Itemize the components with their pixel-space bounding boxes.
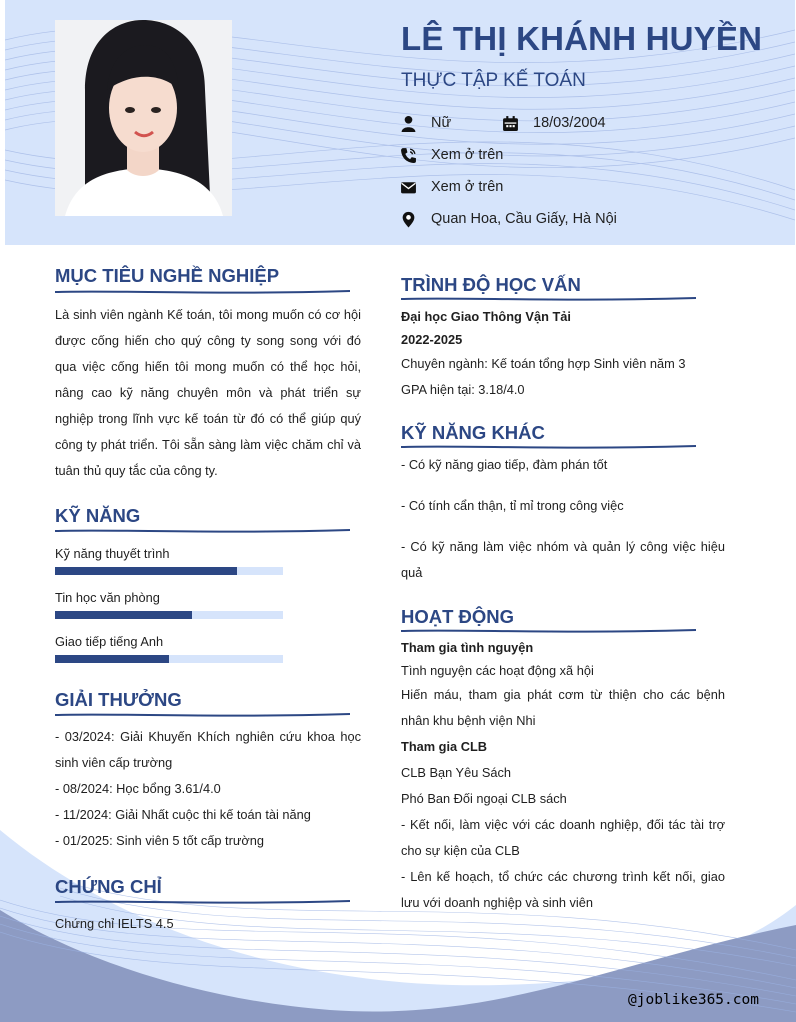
objective-underline [55, 289, 350, 295]
education-school: Đại học Giao Thông Vận Tải [401, 309, 571, 324]
other-skill-item: - Có kỹ năng làm việc nhóm và quản lý công việc hiệu quả [401, 539, 725, 580]
calendar-icon [502, 115, 519, 132]
certificates-title: CHỨNG CHỈ [55, 876, 162, 897]
skill-fill [55, 655, 169, 663]
awards-underline [55, 712, 350, 718]
skill-label-presentation: Kỹ năng thuyết trình [55, 546, 170, 561]
other-skill-item: - Có kỹ năng giao tiếp, đàm phán tốt [401, 457, 608, 472]
address-row [400, 208, 617, 230]
skills-underline [55, 528, 350, 534]
skill-fill [55, 611, 192, 619]
skill-bar-english [55, 655, 283, 663]
envelope-icon [400, 179, 417, 196]
skill-bar-office [55, 611, 283, 619]
person-icon [400, 115, 417, 132]
volunteer-title: Tham gia tình nguyện [401, 640, 534, 655]
objective-title: MỤC TIÊU NGHỀ NGHIỆP [55, 265, 280, 286]
other-skill-item: - Có tính cẩn thận, tỉ mỉ trong công việc [401, 498, 624, 513]
phone-row [400, 144, 503, 166]
certificate-item: Chứng chỉ IELTS 4.5 [55, 916, 174, 931]
job-title: THỰC TẬP KẾ TOÁN [401, 70, 586, 91]
education-major: Chuyên ngành: Kế toán tổng hợp Sinh viên năm 3 [401, 356, 686, 371]
club-role: Phó Ban Đối ngoại CLB sách [401, 791, 567, 806]
phone-value: Xem ở trên [431, 147, 504, 163]
other-skills-underline [401, 444, 696, 450]
education-gpa: GPA hiện tại: 3.18/4.0 [401, 382, 525, 397]
award-item: - 08/2024: Học bổng 3.61/4.0 [55, 781, 221, 796]
volunteer-line: Tình nguyện các hoạt động xã hội [401, 663, 594, 678]
gender-value: Nữ [431, 115, 452, 131]
activities-title: HOẠT ĐỘNG [401, 606, 515, 627]
address-value: Quan Hoa, Cầu Giấy, Hà Nội [431, 211, 617, 227]
objective-text: Là sinh viên ngành Kế toán, tôi mong muốn có cơ hội được cống hiến cho quý công ty song song với đó qua việc cống hiến tôi mong muốn có thể học hỏi, nâng cao kỹ năng chuyên môn và phát triển sự nghiệp trong lĩnh vực kế toán từ đó có thể giúp quý công ty phát triển. Tôi sẵn sàng làm việc chăm chỉ và tuân thủ quy tắc của công ty. [55, 307, 361, 478]
certificates-underline [55, 899, 350, 905]
skill-fill [55, 567, 237, 575]
footer-brand: @joblike365.com [628, 992, 759, 1008]
gender-row [400, 112, 451, 134]
volunteer-line: Hiến máu, tham gia phát cơm từ thiện cho các bệnh nhân khu bệnh viện Nhi [401, 687, 725, 728]
email-row [400, 176, 503, 198]
award-item: - 11/2024: Giải Nhất cuộc thi kế toán tài năng [55, 807, 311, 822]
other-skills-title: KỸ NĂNG KHÁC [401, 422, 545, 443]
location-pin-icon [400, 211, 417, 228]
skill-label-english: Giao tiếp tiếng Anh [55, 634, 164, 649]
email-value: Xem ở trên [431, 179, 504, 195]
education-title: TRÌNH ĐỘ HỌC VẤN [401, 274, 581, 295]
candidate-name: LÊ THỊ KHÁNH HUYỀN [401, 20, 763, 57]
club-task: - Lên kế hoạch, tổ chức các chương trình kết nối, giao lưu với doanh nghiệp và sinh viên [401, 869, 725, 910]
awards-title: GIẢI THƯỞNG [55, 689, 182, 710]
club-title: Tham gia CLB [401, 739, 488, 754]
skills-title: KỸ NĂNG [55, 505, 141, 526]
education-underline [401, 296, 696, 302]
award-item: - 03/2024: Giải Khuyến Khích nghiên cứu khoa học sinh viên cấp trường [55, 729, 361, 770]
education-years: 2022-2025 [401, 332, 463, 347]
skill-bar-presentation [55, 567, 283, 575]
club-task: - Kết nối, làm việc với các doanh nghiệp, đối tác tài trợ cho sự kiện của CLB [401, 817, 725, 858]
activities-underline [401, 628, 696, 634]
birthdate-row [502, 112, 606, 134]
award-item: - 01/2025: Sinh viên 5 tốt cấp trường [55, 833, 265, 848]
phone-icon [400, 147, 417, 164]
birthdate-value: 18/03/2004 [533, 115, 606, 131]
club-name: CLB Bạn Yêu Sách [401, 765, 512, 780]
skill-label-office: Tin học văn phòng [55, 590, 160, 605]
profile-photo [55, 20, 232, 216]
